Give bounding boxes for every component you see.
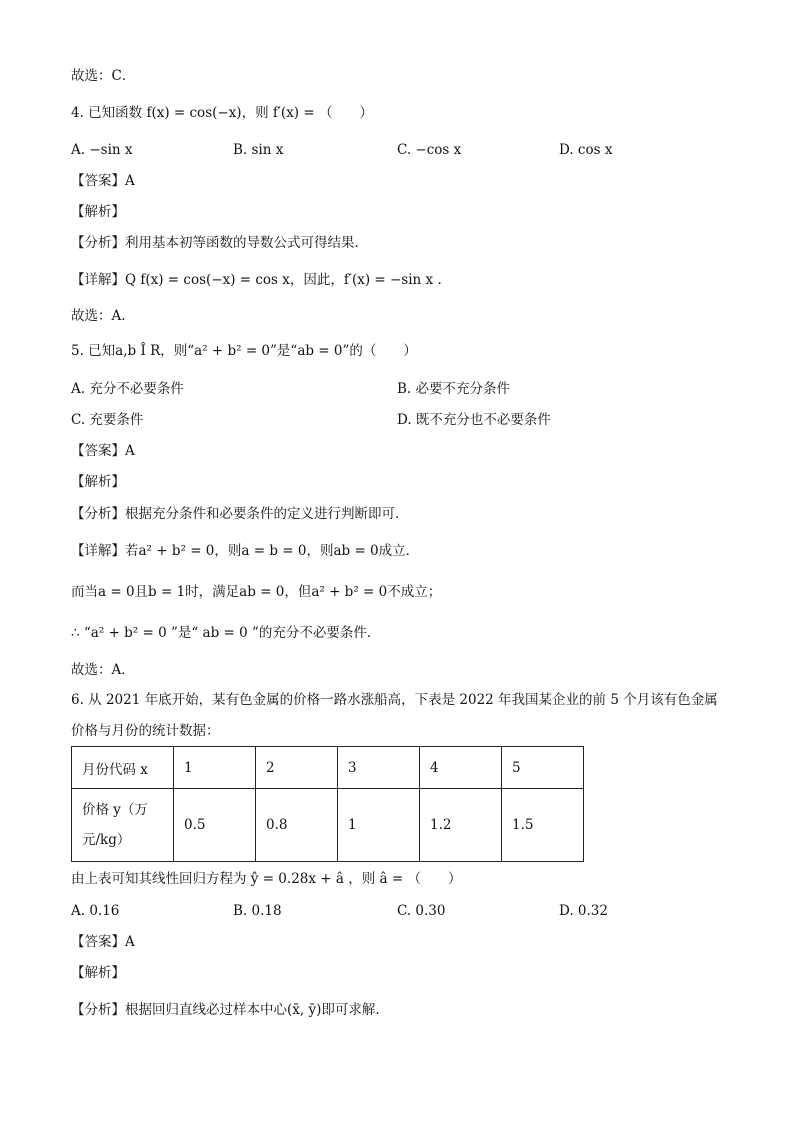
q4-option-b: B. sin x	[233, 142, 284, 158]
q5-conclusion: 故选：A．	[71, 662, 135, 678]
table-cell: 月份代码 x	[72, 747, 174, 789]
table-cell: 2	[256, 747, 338, 789]
table-cell: 0.8	[256, 789, 338, 862]
q5-option-c: C. 充要条件	[71, 412, 144, 428]
question-6-line-2: 价格与月份的统计数据：	[71, 723, 220, 739]
table-row	[72, 789, 584, 862]
q4-option-d: D. cos x	[559, 142, 613, 158]
table-cell: 1.2	[420, 789, 502, 862]
q4-option-c: C. −cos x	[397, 142, 462, 158]
table-cell: 4	[420, 747, 502, 789]
question-6-line-1: 6. 从 2021 年底开始，某有色金属的价格一路水涨船高，下表是 2022 年我国某企业的前 5 个月该有色金属	[71, 692, 718, 708]
q5-counterexample: 而当a = 0且b = 1时，满足ab = 0，但a² + b² = 0不成立；	[71, 584, 442, 600]
q5-answer: 【答案】A	[71, 443, 135, 459]
table-head-line-2: 元/kg）	[82, 832, 131, 848]
price-data-table	[71, 746, 584, 862]
q5-option-b: B. 必要不充分条件	[397, 381, 511, 397]
q5-therefore: ∴ “a² + b² = 0 ”是“ ab = 0 ”的充分不必要条件．	[71, 625, 381, 641]
table-cell: 1.5	[502, 789, 584, 862]
q5-option-d: D. 既不充分也不必要条件	[397, 412, 551, 428]
table-cell: 1	[174, 747, 256, 789]
q6-option-d: D. 0.32	[559, 903, 608, 919]
question-5: 5. 已知a,b Î R，则“a² + b² = 0”是“ab = 0”的（ ）	[71, 343, 417, 359]
table-cell: 3	[338, 747, 420, 789]
table-cell	[72, 789, 174, 862]
q4-analysis: 【分析】利用基本初等函数的导数公式可得结果.	[71, 235, 359, 251]
q6-option-b: B. 0.18	[233, 903, 282, 919]
question-6-line-3: 由上表可知其线性回归方程为 ŷ = 0.28x + â ，则 â = （ ）	[71, 871, 462, 887]
table-cell: 0.5	[174, 789, 256, 862]
q4-analysis-heading: 【解析】	[71, 204, 125, 220]
q5-option-a: A. 充分不必要条件	[71, 381, 184, 397]
table-cell: 1	[338, 789, 420, 862]
q6-answer: 【答案】A	[71, 934, 135, 950]
q4-detail: 【详解】Q f(x) = cos(−x) = cos x，因此，f′(x) = −sin x .	[71, 272, 442, 288]
table-row	[72, 747, 584, 789]
q5-analysis-heading: 【解析】	[71, 474, 125, 490]
q5-detail: 【详解】若a² + b² = 0，则a = b = 0，则ab = 0成立．	[71, 543, 420, 559]
q5-analysis: 【分析】根据充分条件和必要条件的定义进行判断即可．	[71, 506, 409, 522]
table-head-line-1: 价格 y（万	[82, 802, 148, 818]
q4-answer: 【答案】A	[71, 173, 135, 189]
q6-option-c: C. 0.30	[397, 903, 446, 919]
conclusion-text: 故选：C．	[71, 68, 136, 84]
q6-option-a: A. 0.16	[71, 903, 120, 919]
q4-conclusion: 故选：A.	[71, 308, 126, 324]
q6-analysis: 【分析】根据回归直线必过样本中心(x̄, ȳ)即可求解.	[71, 1002, 380, 1018]
question-4: 4. 已知函数 f(x) = cos(−x)，则 f′(x) = （ ）	[71, 105, 373, 121]
q6-analysis-heading: 【解析】	[71, 965, 125, 981]
table-cell: 5	[502, 747, 584, 789]
q4-option-a: A. −sin x	[71, 142, 133, 158]
